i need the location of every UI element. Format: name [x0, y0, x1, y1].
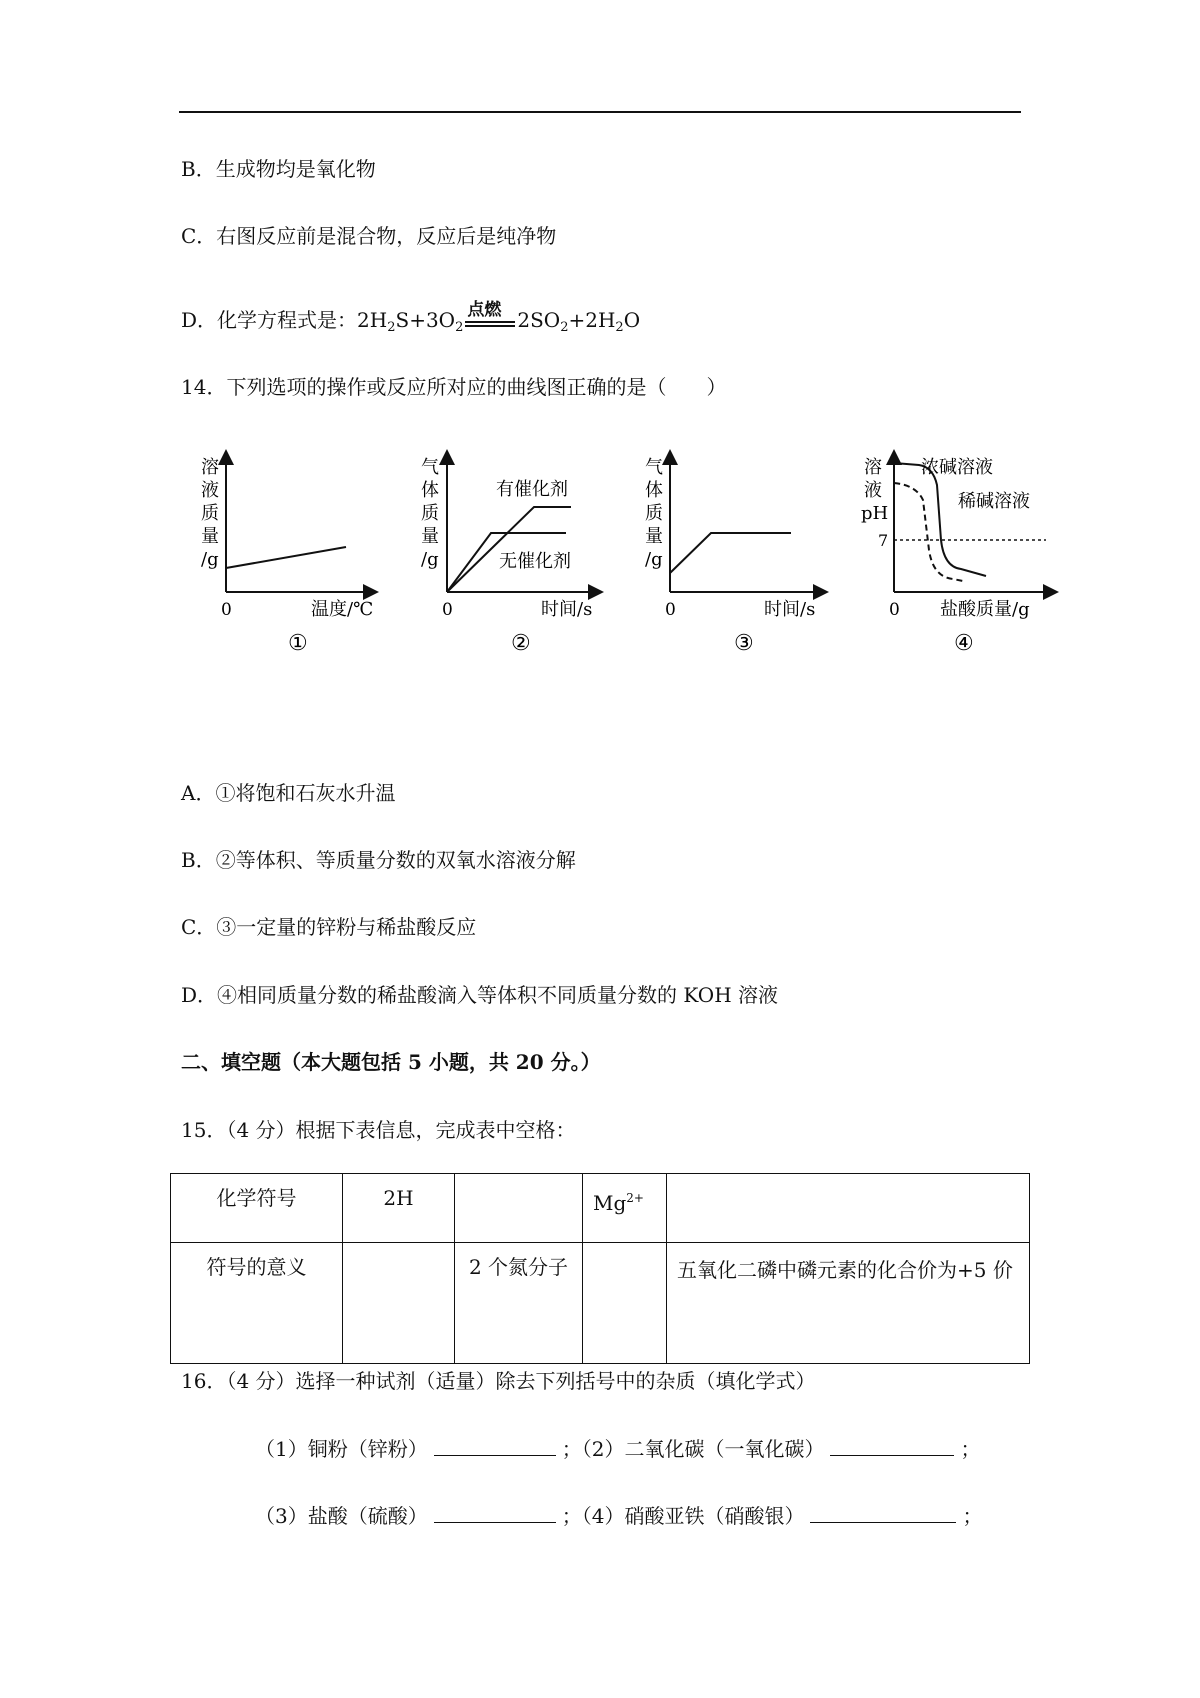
graph-1-origin: 0: [221, 600, 232, 620]
q16-item-1: （1）铜粉（锌粉）: [255, 1437, 428, 1461]
q16-row-1: （1）铜粉（锌粉） ；（2）二氧化碳（一氧化碳） ；: [255, 1437, 981, 1461]
q16-blank-3[interactable]: [434, 1502, 556, 1523]
q16-stem: 16．（4 分）选择一种试剂（适量）除去下列括号中的杂质（填化学式）: [181, 1369, 816, 1393]
table-cell-2n2: 2 个氮分子: [455, 1243, 583, 1364]
table-cell-2h: 2H: [343, 1174, 455, 1243]
table-cell-blank-symbol-1[interactable]: [455, 1174, 583, 1243]
graph-1: [201, 457, 373, 656]
graph-4-number: ④: [954, 631, 974, 656]
header-rule: [179, 111, 1021, 113]
q16-blank-4[interactable]: [810, 1502, 956, 1523]
graph-2-xlabel: 时间/s: [541, 599, 593, 620]
graph-1-xlabel: 温度/℃: [311, 599, 374, 620]
graph-3-ylabel-3: 质: [645, 503, 663, 524]
q16-item-3: （3）盐酸（硫酸）: [255, 1504, 428, 1528]
q16-blank-1[interactable]: [434, 1435, 556, 1456]
graph-4-label-dilute: 稀碱溶液: [958, 491, 1030, 512]
q14-option-b: B．②等体积、等质量分数的双氧水溶液分解: [181, 848, 576, 872]
graph-4-origin: 0: [889, 600, 900, 620]
q14-stem: 14．下列选项的操作或反应所对应的曲线图正确的是（ ）: [181, 375, 727, 399]
reaction-condition: 点燃: [467, 299, 502, 320]
graph-2-ylabel-5: /g: [421, 549, 439, 570]
graph-2-ylabel-3: 质: [421, 503, 439, 524]
q16-item-4: （4）硝酸亚铁（硝酸银）: [581, 1504, 805, 1528]
graph-3: [645, 457, 821, 656]
q16-row-2: （3）盐酸（硫酸） ；（4）硝酸亚铁（硝酸银） ；: [255, 1504, 983, 1528]
graph-4-ylabel-1: 溶: [864, 457, 882, 478]
q13-option-b: B．生成物均是氧化物: [181, 157, 376, 181]
graph-1-ylabel-1: 溶: [201, 457, 219, 478]
graph-1-ylabel-3: 质: [201, 503, 219, 524]
table-cell-blank-meaning-2[interactable]: [583, 1243, 667, 1364]
q14-option-a: A．①将饱和石灰水升温: [181, 781, 396, 805]
graph-2-label-catalyst: 有催化剂: [496, 479, 568, 500]
graph-1-number: ①: [288, 631, 308, 656]
table-cell-blank-meaning-1[interactable]: [343, 1243, 455, 1364]
q16-item-2: （2）二氧化碳（一氧化碳）: [581, 1437, 825, 1461]
graph-1-ylabel-5: /g: [201, 549, 219, 570]
table-cell-mg2plus: $Mg^{2+}$: [583, 1174, 667, 1243]
graph-2-ylabel-4: 量: [421, 526, 439, 547]
equation: $2H_2S+3O_2$ 点燃 $2SO_2+2H_2O$: [357, 308, 640, 332]
graph-3-number: ③: [734, 631, 754, 656]
graph-3-xlabel: 时间/s: [764, 599, 816, 620]
q13-option-d: [181, 299, 641, 342]
q16-blank-2[interactable]: [830, 1435, 954, 1456]
graph-2-curve-catalyst: [447, 507, 571, 592]
graph-4: [861, 457, 1051, 656]
graph-3-curve: [670, 533, 791, 573]
graph-3-origin: 0: [665, 600, 676, 620]
graph-4-xlabel: 盐酸质量/g: [940, 599, 1030, 620]
q15-table: [170, 1173, 1030, 1364]
graph-4-curve-concentrated: [894, 463, 986, 576]
graph-3-ylabel-5: /g: [645, 549, 663, 570]
graph-2-label-no-catalyst: 无催化剂: [499, 551, 571, 572]
graph-3-ylabel-2: 体: [645, 480, 663, 501]
graph-1-ylabel-4: 量: [201, 526, 219, 547]
graph-2-number: ②: [511, 631, 531, 656]
section-2-title: 二、填空题（本大题包括 5 小题，共 20 分。）: [181, 1050, 601, 1074]
graph-1-ylabel-2: 液: [201, 480, 219, 501]
q15-stem: 15．（4 分）根据下表信息，完成表中空格：: [181, 1118, 576, 1142]
graph-4-label-concentrated: 浓碱溶液: [921, 457, 993, 478]
graph-4-ylabel-2: 液: [864, 480, 882, 501]
table-header-symbol: 化学符号: [171, 1174, 343, 1243]
q14-option-d: D．④相同质量分数的稀盐酸滴入等体积不同质量分数的 KOH 溶液: [181, 983, 778, 1007]
graph-3-ylabel-4: 量: [645, 526, 663, 547]
graph-4-ph7-label: 7: [878, 531, 889, 550]
graph-1-curve: [226, 547, 346, 568]
graph-2-ylabel-1: 气: [421, 457, 439, 478]
graph-2-ylabel-2: 体: [421, 480, 439, 501]
table-cell-blank-symbol-2[interactable]: [667, 1174, 1030, 1243]
q14-option-c: C．③一定量的锌粉与稀盐酸反应: [181, 915, 477, 939]
graph-2: [421, 457, 596, 656]
graph-2-origin: 0: [442, 600, 453, 620]
q13-option-c: C．右图反应前是混合物，反应后是纯净物: [181, 224, 557, 248]
table-header-meaning: 符号的意义: [171, 1243, 343, 1364]
q13-option-d-prefix: D．化学方程式是：: [181, 308, 358, 332]
graph-3-ylabel-1: 气: [645, 457, 663, 478]
graph-4-ylabel-3: pH: [861, 503, 889, 524]
reaction-condition-arrow: [465, 299, 515, 336]
table-cell-p2o5-meaning: 五氧化二磷中磷元素的化合价为+5 价: [667, 1243, 1030, 1364]
q14-graphs-figure: [181, 445, 1091, 669]
